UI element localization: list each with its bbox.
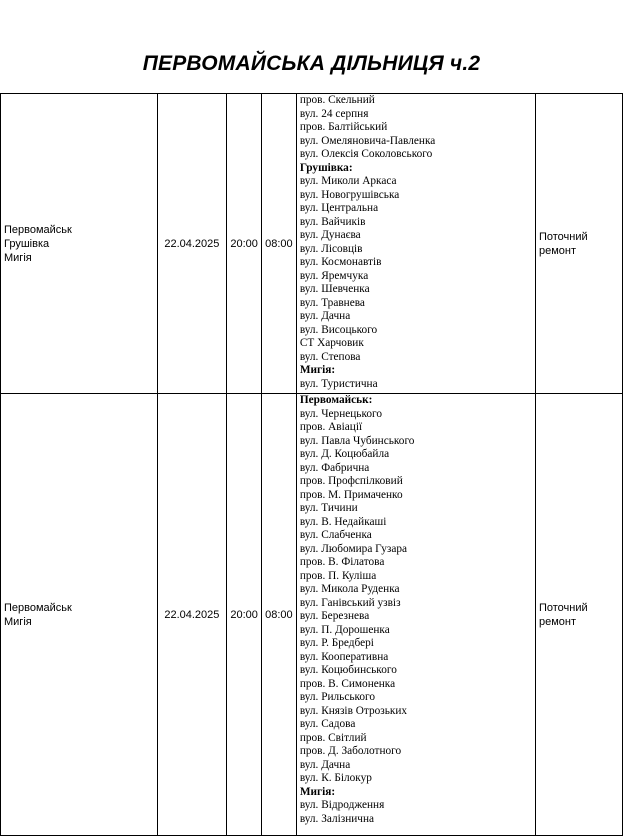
street-item: вул. Дачна	[299, 310, 351, 322]
street-item: пров. В. Філатова	[299, 556, 385, 568]
street-item: вул. Микола Руденка	[299, 583, 400, 595]
street-item: вул. Дунаєва	[299, 229, 361, 241]
work-type-text: Поточний	[538, 230, 588, 243]
street-item: вул. Залізнична	[299, 812, 375, 825]
outage-schedule-table	[0, 93, 623, 836]
settlement-name: Первомайськ	[4, 223, 72, 236]
street-item: вул. Яремчука	[299, 269, 369, 282]
street-item: пров. М. Примаченко	[299, 488, 403, 501]
street-item: вул. Дачна	[299, 758, 351, 771]
street-item: вул. Центральна	[299, 202, 379, 214]
date-cell: 22.04.2025	[157, 394, 227, 836]
street-item: вул. П. Дорошенка	[299, 623, 390, 636]
street-item: пров. Профспілковий	[299, 475, 403, 487]
street-item: вул. Коцюбинського	[299, 664, 397, 676]
settlement-heading: Первомайськ:	[299, 394, 373, 406]
street-item: вул. Відродження	[299, 799, 385, 811]
street-item: вул. Кооперативна	[299, 650, 389, 663]
street-item: вул. Олексія Соколовського	[299, 148, 433, 160]
settlements-cell	[1, 94, 158, 394]
street-item: вул. Лісовців	[299, 242, 363, 255]
schedule-rows	[1, 94, 623, 836]
settlement-heading: Мигія:	[299, 785, 336, 798]
street-item: вул. Р. Бредбері	[299, 637, 374, 649]
street-item: пров. Скельний	[299, 94, 375, 106]
street-item: СТ Харчовик	[299, 337, 364, 349]
work-type-text: ремонт	[538, 615, 576, 628]
street-item: пров. Авіації	[299, 421, 363, 433]
street-item: пров. П. Куліша	[299, 569, 377, 582]
settlement-heading: Грушівка:	[299, 161, 353, 174]
page-title: ПЕРВОМАЙСЬКА ДІЛЬНИЦЯ ч.2	[142, 52, 481, 75]
settlement-name: Мигія	[4, 615, 32, 628]
street-item: вул. Висоцького	[299, 323, 378, 336]
settlement-name: Грушівка	[4, 237, 50, 250]
schedule-row	[1, 94, 623, 394]
street-item: вул. Фабрична	[299, 461, 370, 474]
street-item: вул. Любомира Гузара	[299, 542, 408, 555]
settlement-name: Мигія	[4, 251, 32, 264]
end-time-cell: 08:00	[262, 394, 297, 836]
street-item: вул. Миколи Аркаса	[299, 175, 397, 187]
street-item: пров. В. Симоненка	[299, 677, 396, 690]
start-time-cell: 20:00	[227, 394, 262, 836]
settlements-cell	[1, 394, 158, 836]
street-item: вул. В. Недайкаші	[299, 515, 387, 528]
settlement-heading: Мигія:	[299, 364, 336, 376]
street-item: вул. Космонавтів	[299, 256, 382, 268]
street-item: вул. Ганівський узвіз	[299, 596, 401, 609]
street-item: вул. Рильського	[299, 691, 376, 703]
street-item: вул. Вайчиків	[299, 215, 366, 228]
settlement-name: Первомайськ	[4, 601, 72, 614]
street-item: пров. Світлий	[299, 731, 367, 744]
date-cell: 22.04.2025	[157, 94, 227, 394]
street-item: вул. Травнева	[299, 296, 365, 309]
streets-cell	[296, 94, 535, 394]
street-item: вул. Тичини	[299, 502, 358, 514]
work-type-text: Поточний	[538, 601, 588, 614]
street-item: пров. Балтійський	[299, 121, 388, 133]
work-type-cell	[535, 394, 622, 836]
start-time-cell: 20:00	[227, 94, 262, 394]
street-item: вул. 24 серпня	[299, 107, 369, 120]
street-item: вул. Шевченка	[299, 283, 370, 295]
work-type-text: ремонт	[538, 244, 576, 257]
street-item: вул. Слабченка	[299, 529, 372, 541]
street-item: пров. Д. Заболотного	[299, 745, 402, 757]
street-item: вул. Д. Коцюбайла	[299, 448, 390, 460]
street-item: вул. Князів Отрозьких	[299, 704, 408, 717]
street-item: вул. Павла Чубинського	[299, 434, 415, 447]
street-item: вул. Березнева	[299, 610, 370, 622]
street-item: вул. Новогрушівська	[299, 188, 400, 201]
street-item: вул. Туристична	[299, 377, 378, 390]
street-item: вул. Степова	[299, 350, 361, 363]
streets-cell	[296, 394, 535, 836]
street-item: вул. К. Білокур	[299, 772, 372, 784]
end-time-cell: 08:00	[262, 94, 297, 394]
street-item: вул. Садова	[299, 718, 356, 730]
street-item: вул. Чернецького	[299, 407, 383, 420]
schedule-row	[1, 394, 623, 836]
street-item: вул. Омеляновича-Павленка	[299, 134, 436, 147]
work-type-cell	[535, 94, 622, 394]
